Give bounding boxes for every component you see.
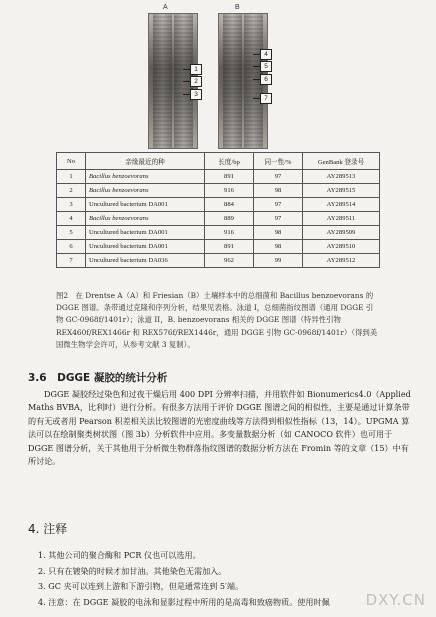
table-row: 1 Bacillus benzoevorans 891 97 AY289513: [57, 170, 380, 184]
list-item: 1. 其他公司的聚合酶和 PCR 仪也可以选用。: [38, 550, 201, 560]
figure-caption: 图2 在 Drentse A（A）和 Friesian（B）土壤样本中的总细菌和 Bacillus benzoevorans 的 DGGE 图谱。条带通过克隆和序列分析，结果见表格。泳道 I，总细菌指纹图谱（通用 DGGE 引物 GC-0968f/1401r）；泳道 II，B. benzoevorans 相关的 DGGE 图谱（特异性引物 REX460f/REX1466r 和 REX576f/REX1446r，通用 DGGE 引物 GC-0968f/1401r）（得到美国微生物学会许可，从参考文献 3 复制）。: [56, 291, 378, 349]
sequence-identity-table: [56, 152, 380, 268]
table-row: 4 Bacillus benzoevorans 889 97 AY289511: [57, 212, 380, 226]
panel-label-b: B: [235, 4, 240, 11]
section-heading: 3.6 DGGE 凝胶的统计分析: [28, 372, 168, 384]
list-item: 4. 注意：在 DGGE 凝胶的电泳和显影过程中所用的是高毒和致癌物质。使用时佩: [38, 596, 330, 607]
table-row: 6 Uncultured bacterium DA001 891 98 AY289510: [57, 240, 380, 254]
band-label: 7: [260, 93, 272, 104]
table-row: 7 Uncultured bacterium DA036 962 99 AY289512: [57, 254, 380, 268]
watermark: DXY.CN: [365, 591, 426, 609]
col-no: No: [57, 153, 86, 170]
panel-label-a: A: [163, 4, 168, 11]
table-header-row: [57, 153, 380, 170]
col-species: 亲缘最近的种: [86, 153, 205, 170]
notes-heading: 4. 注释: [28, 522, 68, 536]
table-row: 2 Bacillus benzoevorans 916 98 AY289515: [57, 184, 380, 198]
table-row: 5 Uncultured bacterium DA001 916 98 AY289509: [57, 226, 380, 240]
dgge-gel-figure: [140, 4, 300, 149]
band-label: 5: [260, 61, 272, 72]
band-label: 4: [260, 49, 272, 60]
band-label: 1: [190, 64, 202, 75]
band-label: 2: [190, 76, 202, 87]
table-row: 3 Uncultured bacterium DA001 884 97 AY289514: [57, 198, 380, 212]
body-paragraph: DGGE 凝胶经过染色和过夜干燥后用 400 DPI 分辨率扫描，并用软件如 Bionumerics4.0（Applied Maths BVBA，比利时）进行分析。有很多方法用于评价 DGGE 图谱之间的相似性，主要是通过计算条带的有无或者用 Pearson 积差相关法比较图谱的光密度曲线等方法得到相似性指标（13，14）。UPGMA 算法可以在绘制聚类树状图（图 3b）分析软件中应用。多变量数据分析（如 CANOCO 软件）也可用于 DGGE 图谱分析，关于其他用于分析微生物群落指纹图谱的数据分析方法在 Fromin 等的文章（15）中有所讨论。: [28, 389, 411, 467]
band-label: 6: [260, 74, 272, 85]
list-item: 3. GC 夹可以连到上游和下游引物，但是通常连到 5′端。: [38, 581, 244, 591]
col-length: 长度/bp: [205, 153, 254, 170]
notes-list: [38, 548, 418, 610]
band-label: 3: [190, 89, 202, 100]
list-item: 2. 只有在镀染的时候才加甘油。其他染色无需加入。: [38, 565, 227, 576]
col-genbank: GenBank 登录号: [303, 153, 380, 170]
col-identity: 同一性/%: [254, 153, 303, 170]
